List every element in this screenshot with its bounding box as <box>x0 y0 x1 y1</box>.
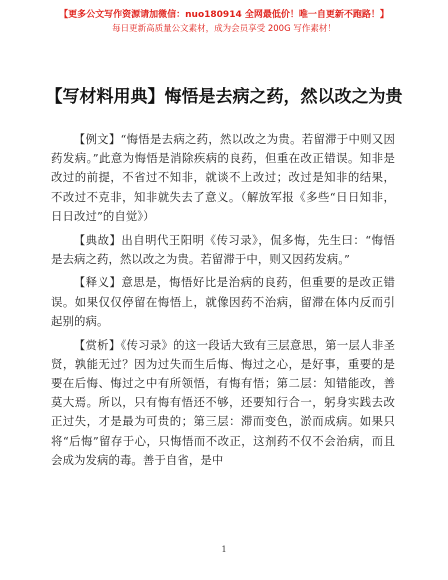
promo-banner <box>0 8 448 36</box>
paragraph-label: 【释义】 <box>73 275 122 290</box>
paragraph-label: 【典故】 <box>73 232 122 247</box>
promo-line-1: 【更多公文写作资源请加微信：nuo180914 全网最低价！唯一自更新不跑路！】 <box>59 10 389 20</box>
paragraph-text: “悔悟是去病之药，然以改之为贵。若留滞于中则又因药发病。”此意为悔悟是消除疾病的良药，但重在改正错误。知非是改过的前提，不省过不知非，就谈不上改过；改过是知非的结果，不改过不克非，知非就失去了意义。（解放军报《多些“日日知非，日日改过”的自觉》） <box>51 132 395 223</box>
paragraph-label: 【赏析】 <box>73 337 121 352</box>
document-body <box>51 130 395 474</box>
paragraph-example <box>51 130 395 226</box>
paragraph-meaning <box>51 273 395 331</box>
page-number: 1 <box>221 545 227 554</box>
paragraph-label: 【例文】 <box>73 132 121 146</box>
paragraph-text: 《传习录》的这一段话大致有三层意思，第一层人非圣贤，孰能无过？因为过失而生后悔、悔过之心，是好事，重要的是要在后悔、悔过之中有所领悟，有悔有悟；第二层：知错能改，善莫大焉。所以，只有悔有悟还不够，还要知行合一，躬身实践去改正过失，才是最为可贵的；第三层：滞而变色，淤而成病。如果只将“后悔”留存于心，只悔悟而不改正，这剂药不仅不会治病，而且会成为发病的毒。善于自省，是中 <box>51 337 395 467</box>
paragraph-origin <box>51 231 395 269</box>
paragraph-appreciation <box>51 336 395 470</box>
paragraph-text: 出自明代王阳明《传习录》，侃多悔，先生曰：“悔悟是去病之药，然以改之为贵。若留滞于中，则又因药发病。” <box>51 232 395 266</box>
paragraph-text: 意思是，悔悟好比是治病的良药，但重要的是改正错误。如果仅仅停留在悔悟上，就像因药不治病，留滞在体内反而引起别的病。 <box>51 275 395 328</box>
promo-line-2: 每日更新高质量公文素材，成为会员享受 200G 写作素材！ <box>112 24 336 34</box>
document-title: 【写材料用典】悔悟是去病之药，然以改之为贵 <box>45 87 403 107</box>
